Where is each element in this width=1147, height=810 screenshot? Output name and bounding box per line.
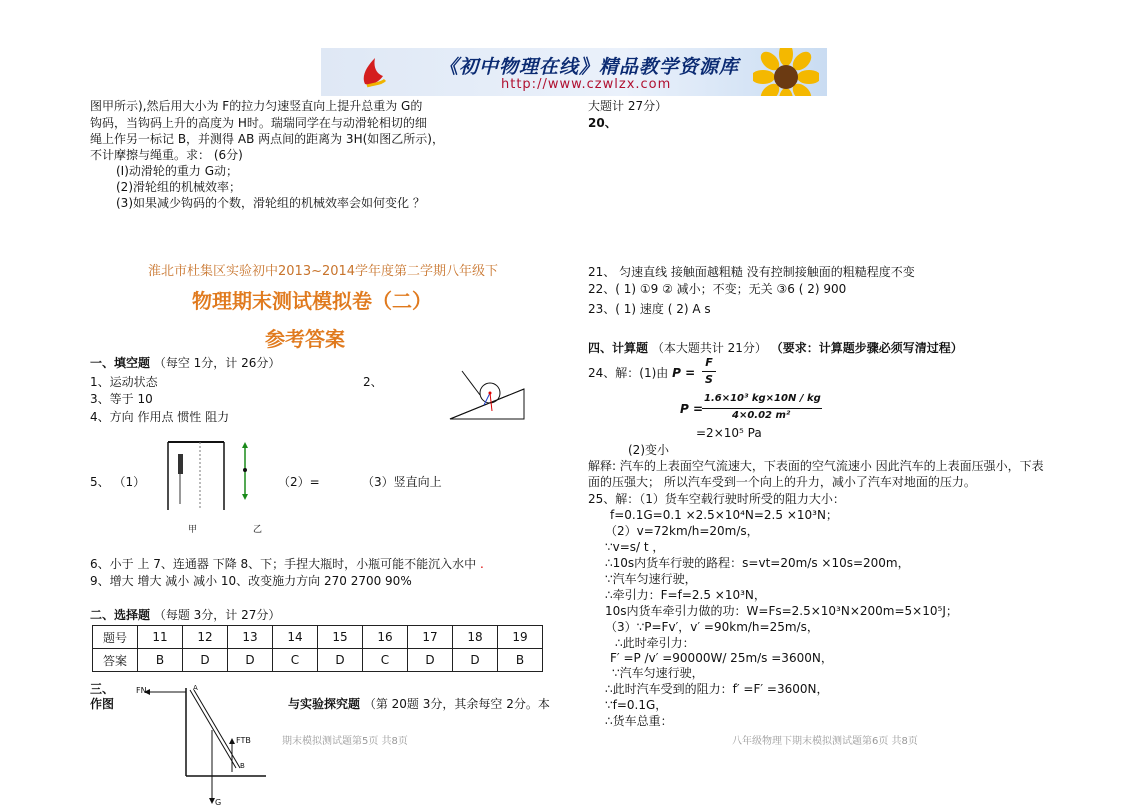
answer-q4: 4、方向 作用点 惯性 阻力	[90, 410, 230, 424]
sunflower-icon	[753, 48, 819, 96]
answer-q25-line: ∴牵引力：F=f=2.5 ×10³N，	[605, 588, 766, 602]
section4-title	[588, 339, 963, 356]
answer-q21: 21、 匀速直线 接触面越粗糙 没有控制接触面的粗糙程度不变	[588, 265, 915, 279]
fig-label-g: G	[215, 798, 222, 807]
answer-q25-line: ∴货车总重：	[605, 714, 673, 728]
incline-figure	[448, 367, 528, 425]
answer-q25-line: ∵汽车匀速行驶，	[605, 572, 697, 586]
figure-label-yi: 乙	[253, 525, 263, 535]
table-row	[93, 626, 543, 649]
answer-q25-line: ∴此时牵引力：	[615, 636, 695, 650]
table-cell: C	[363, 649, 408, 672]
section2-title	[90, 606, 280, 623]
formula2-result: =2×10⁵ Pa	[696, 426, 762, 440]
table-header-cell: 答案	[93, 649, 138, 672]
answer-q25-line: （2）v=72km/h=20m/s，	[605, 524, 759, 538]
answer-q6-8-text: 6、小于 上 7、连通器 下降 8、下；手捏大瓶时，小瓶可能不能沉入水中	[90, 557, 477, 571]
answer-q24-explain-1: 解释: 汽车的上表面空气流速大，下表面的空气流速小 因此汽车的上表面压强小，下表	[588, 459, 1044, 473]
answer-q9-10: 9、增大 增大 减小 减小 10、改变施力方向 270 2700 90%	[90, 574, 412, 588]
table-cell: 16	[363, 626, 408, 649]
answer-q5-3: （3）竖直向上	[362, 475, 442, 489]
answer-q25-line: 10s内货车牵引力做的功：W=Fs=2.5×10³N×200m=5×10⁵J；	[605, 604, 958, 618]
section2-heading: 二、选择题	[90, 608, 151, 622]
table-cell: 18	[453, 626, 498, 649]
section3-heading-a: 三、	[90, 682, 115, 696]
table-cell: D	[408, 649, 453, 672]
section3-note: （第 20题 3分，其余每空 2分。本	[363, 697, 550, 711]
problem-line-4: 不计摩擦与绳重。求： (6分)	[90, 148, 243, 162]
answer-q25-line: （3）∵P=Fv′，v′ =90km/h=25m/s，	[605, 620, 819, 634]
school-line: 淮北市杜集区实验初中2013~2014学年度第二学期八年级下	[148, 264, 499, 279]
table-cell: 17	[408, 626, 453, 649]
formula2-lhs: P =	[680, 402, 704, 416]
section3-heading-b: 作图	[90, 697, 115, 711]
table-cell: D	[318, 649, 363, 672]
answer-q25-line: ∵v=s/ t ，	[605, 540, 665, 554]
table-cell: 14	[273, 626, 318, 649]
pulley-figure	[160, 438, 272, 530]
section4-heading: 四、计算题	[588, 341, 649, 355]
answer-q25-line: ∴10s内货车行驶的路程：s=vt=20m/s ×10s=200m，	[605, 556, 910, 570]
answer-q22: 22、( 1) ①9 ② 减小；不变；无关 ③6 ( 2) 900	[588, 282, 847, 296]
fig-label-b: B	[240, 762, 245, 770]
section2-note: （每题 3分，计 27分）	[153, 608, 281, 622]
problem-line-3: 绳上作另一标记 B，并测得 AB 两点间的距离为 3H(如图乙所示)，	[90, 132, 444, 146]
table-cell: 15	[318, 626, 363, 649]
table-cell: 13	[228, 626, 273, 649]
answer-q25-line: ∴此时汽车受到的阻力：f′ =F′ =3600N，	[605, 682, 829, 696]
problem-line-6: (2)滑轮组的机械效率；	[116, 180, 241, 194]
red-dot: .	[476, 557, 484, 571]
table-cell: 12	[183, 626, 228, 649]
table-cell: D	[183, 649, 228, 672]
problem-line-7: (3)如果减少钩码的个数，滑轮组的机械效率会如何变化 ？	[116, 196, 425, 210]
answer-q20: 20、	[588, 116, 617, 130]
answer-q3: 3、等于 10	[90, 392, 153, 406]
banner-title: 《初中物理在线》精品教学资源库	[439, 56, 740, 78]
answer-q23: 23、( 1) 速度 ( 2) A s	[588, 302, 711, 316]
answer-q24-explain-2: 面的压强大； 所以汽车受到一个向上的升力，减小了汽车对地面的压力。	[588, 475, 976, 489]
answer-q2: 2、	[363, 375, 383, 389]
table-cell: 11	[138, 626, 183, 649]
table-cell: B	[138, 649, 183, 672]
formula2-fraction-bar	[702, 408, 822, 409]
answer-q25-line: f=0.1G=0.1 ×2.5×10⁴N=2.5 ×10³N；	[610, 508, 838, 522]
formula1-numerator: F	[705, 356, 713, 369]
footer-right: 八年级物理下期末模拟测试题第6页 共8页	[732, 736, 918, 747]
answer-q24-intro	[588, 364, 695, 381]
answer-q25-line: 25、解：（1）货车空载行驶时所受的阻力大小：	[588, 492, 845, 506]
table-cell: D	[228, 649, 273, 672]
fig-label-ftb: FTB	[236, 736, 251, 745]
formula2-denominator: 4×0.02 m²	[732, 410, 791, 421]
section4-requirement: （要求：计算题步骤必须写清过程）	[770, 341, 963, 355]
figure-label-jia: 甲	[188, 525, 198, 535]
answer-q24-2: (2)变小	[628, 443, 669, 457]
answer-q25-line: F′ =P /v′ =90000W/ 25m/s =3600N，	[610, 651, 833, 665]
q24-intro-text: 24、解：(1)由	[588, 366, 669, 380]
formula1-lhs: P =	[672, 366, 696, 380]
answer-q5-2: （2）=	[278, 475, 320, 489]
table-row	[93, 649, 543, 672]
answer-q5-1: 5、 （1）	[90, 475, 146, 489]
table-cell: 19	[498, 626, 543, 649]
answer-q25-line: ∵f=0.1G，	[605, 698, 668, 712]
site-logo-icon	[359, 54, 387, 88]
section3-continued: 大题计 27分）	[588, 99, 668, 113]
header-banner	[321, 48, 827, 96]
problem-line-1: 图甲所示),然后用大小为 F的拉力匀速竖直向上提升总重为 G的	[90, 99, 423, 113]
table-header-cell: 题号	[93, 626, 138, 649]
section3-title	[288, 695, 550, 712]
table-cell: C	[273, 649, 318, 672]
table-cell: D	[453, 649, 498, 672]
answer-q1: 1、运动状态	[90, 375, 158, 389]
answer-q25-line: ∵汽车匀速行驶，	[612, 666, 704, 680]
answer-q6-8	[90, 555, 484, 572]
banner-url: http://www.czwlzx.com	[501, 77, 672, 92]
fig-label-fn: FN	[136, 686, 147, 695]
problem-line-5: (I)动滑轮的重力 G动；	[116, 164, 239, 178]
answer-table	[92, 625, 543, 672]
section3-heading-rest: 与实验探究题	[288, 697, 361, 711]
problem-line-2: 钩码，当钩码上升的高度为 H时。瑞瑞同学在与动滑轮相切的细	[90, 116, 427, 130]
page-subtitle: 参考答案	[265, 327, 345, 351]
fig-label-a: A	[193, 684, 198, 692]
formula2-numerator: 1.6×10³ kg×10N / kg	[704, 393, 821, 404]
section4-note: （本大题共计 21分）	[651, 341, 767, 355]
formula1-denominator: S	[705, 373, 713, 386]
ladder-force-figure	[136, 684, 270, 808]
section1-heading: 一、填空题	[90, 356, 151, 370]
footer-left: 期末模拟测试题第5页 共8页	[282, 736, 408, 747]
section1-title	[90, 354, 280, 371]
section1-note: （每空 1分，计 26分）	[153, 356, 281, 370]
page-title: 物理期末测试模拟卷（二）	[192, 289, 432, 313]
formula1-fraction-bar	[702, 371, 716, 372]
table-cell: B	[498, 649, 543, 672]
